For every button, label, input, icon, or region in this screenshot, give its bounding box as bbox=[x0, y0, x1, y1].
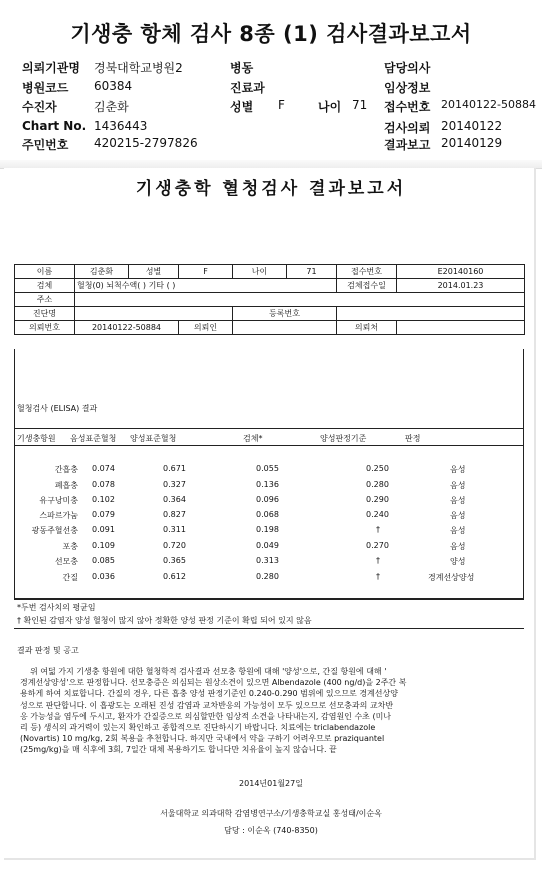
positive-std-value: 0.612 bbox=[163, 572, 186, 581]
sample-value: 0.136 bbox=[256, 480, 279, 489]
sample-value: 0.280 bbox=[256, 572, 279, 581]
negative-std-value: 0.109 bbox=[92, 541, 115, 550]
cutoff-value: † bbox=[376, 525, 380, 534]
specimen-label: 검체 bbox=[15, 279, 75, 293]
col-result: 판정 bbox=[405, 434, 421, 443]
cutoff-value: 0.290 bbox=[366, 495, 389, 504]
sample-value: 0.055 bbox=[256, 464, 279, 473]
positive-std-value: 0.311 bbox=[163, 525, 186, 534]
note-average: *두번 검사치의 평균임 bbox=[17, 603, 96, 612]
request-no-label: 의뢰번호 bbox=[15, 321, 75, 335]
cutoff-value: † bbox=[376, 572, 380, 581]
opinion-line: 응 가능성을 염두에 두시고, 환자가 간질증으로 의심할만한 임상적 소견을 나타내는지, 감염원인 수초 (미나 bbox=[20, 711, 392, 721]
sex-label: 성별 bbox=[129, 265, 179, 279]
specimen-date-label: 검체접수일 bbox=[337, 279, 397, 293]
clinical-info-label: 임상정보 bbox=[384, 81, 431, 95]
negative-std-value: 0.036 bbox=[92, 572, 115, 581]
opinion-paragraph bbox=[20, 666, 520, 756]
age-value: 71 bbox=[287, 265, 337, 279]
negative-std-value: 0.085 bbox=[92, 556, 115, 565]
opinion-line: 위 여덟 가지 기생충 항원에 대한 혈청학적 검사결과 선모충 항원에 대해 '양성'으로, 간질 항원에 대해 ' bbox=[30, 667, 387, 676]
resident-no-label: 주민번호 bbox=[22, 138, 69, 152]
report-date-value: 20140129 bbox=[441, 136, 503, 150]
request-date-label: 검사의뢰 bbox=[384, 121, 431, 135]
col-cutoff: 양성판정기준 bbox=[320, 434, 367, 443]
negative-std-value: 0.078 bbox=[92, 480, 115, 489]
antigen-name: 포충 bbox=[62, 542, 78, 551]
request-date-value: 20140122 bbox=[441, 119, 503, 133]
sample-value: 0.068 bbox=[256, 510, 279, 519]
result-value: 경계선상양성 bbox=[428, 573, 475, 582]
antigen-name: 선모충 bbox=[54, 557, 78, 566]
opinion-line: 용하게 하여 치료합니다. 간질의 경우, 다른 흡충 양성 판정기준인 0.240-0.290 범위에 있으므로 경계선상양 bbox=[20, 689, 398, 699]
negative-std-value: 0.079 bbox=[92, 510, 115, 519]
sample-value: 0.049 bbox=[256, 541, 279, 550]
opinion-line: (Novartis) 10 mg/kg, 2회 복용을 추천합니다. 하지만 국내에서 약을 구하기 어려우므로 praziquantel bbox=[20, 734, 385, 744]
requesting-institution-value: 경북대학교병원2 bbox=[94, 61, 183, 75]
sex-label: 성별 bbox=[230, 100, 254, 114]
result-value: 음성 bbox=[450, 481, 466, 490]
negative-std-value: 0.102 bbox=[92, 495, 115, 504]
report-title: 기생충 항체 검사 8종 (1) 검사결과보고서 bbox=[70, 22, 472, 46]
results-header-top-rule bbox=[14, 428, 524, 429]
sample-value: 0.313 bbox=[256, 556, 279, 565]
result-value: 음성 bbox=[450, 511, 466, 520]
footer-organization: 서울대학교 의과대학 감염병연구소/기생충학교실 홍성태/이순옥 bbox=[160, 809, 382, 818]
specimen-value: 혈청(0) 뇌척수액( ) 기타 ( ) bbox=[75, 279, 337, 293]
requesting-place-value bbox=[397, 321, 525, 335]
footer-contact: 담당 : 이순옥 (740-8350) bbox=[224, 826, 318, 835]
age-value: 71 bbox=[352, 98, 368, 112]
requesting-place-label: 의뢰처 bbox=[337, 321, 397, 335]
address-label: 주소 bbox=[15, 293, 75, 307]
result-value: 음성 bbox=[450, 542, 466, 551]
sample-value: 0.198 bbox=[256, 525, 279, 534]
physician-label: 담당의사 bbox=[384, 61, 431, 75]
result-value: 음성 bbox=[450, 526, 466, 535]
positive-std-value: 0.365 bbox=[163, 556, 186, 565]
requesting-institution-label: 의뢰기관명 bbox=[22, 61, 80, 75]
name-label: 이름 bbox=[15, 265, 75, 279]
department-label: 진료과 bbox=[230, 81, 265, 95]
opinion-line: 리 등) 생식의 과거력이 있는지 확인하고 종합적으로 진단하시기 바랍니다. 치료에는 triclabendazole bbox=[20, 723, 376, 733]
opinion-title: 결과 판정 및 공고 bbox=[17, 646, 79, 655]
col-sample: 검체* bbox=[243, 434, 263, 443]
registration-value bbox=[337, 307, 525, 321]
chart-no-value: 1436443 bbox=[94, 119, 148, 133]
sample-value: 0.096 bbox=[256, 495, 279, 504]
ward-label: 병동 bbox=[230, 61, 254, 75]
cutoff-value: 0.270 bbox=[366, 541, 389, 550]
col-antigen: 기생충항원 bbox=[17, 434, 56, 443]
opinion-line: (25mg/kg)을 매 식후에 3회, 7일간 대체 복용하기도 합니다만 치유율이 높지 않습니다. 끝 bbox=[20, 745, 337, 755]
name-value: 김춘화 bbox=[75, 265, 129, 279]
cutoff-value: 0.250 bbox=[366, 464, 389, 473]
cutoff-value: † bbox=[376, 556, 380, 565]
notes-top-rule bbox=[14, 598, 524, 599]
request-no-value: 20140122-50884 bbox=[75, 321, 179, 335]
receipt-no-label: 접수번호 bbox=[384, 100, 431, 114]
diagnosis-label: 진단명 bbox=[15, 307, 75, 321]
antigen-name: 간흡충 bbox=[54, 465, 78, 474]
antigen-name: 광동주혈선충 bbox=[31, 526, 78, 535]
requester-value bbox=[233, 321, 337, 335]
antigen-name: 폐흡충 bbox=[54, 481, 78, 490]
positive-std-value: 0.827 bbox=[163, 510, 186, 519]
receipt-label: 접수번호 bbox=[337, 265, 397, 279]
result-value: 음성 bbox=[450, 465, 466, 474]
age-label: 나이 bbox=[233, 265, 287, 279]
antigen-name: 유구낭미충 bbox=[39, 496, 78, 505]
opinion-line: 성으로 판단합니다. 이 흡광도는 오래된 진성 감염과 교차반응의 가능성이 모두 있으므로 선모충과의 교차반 bbox=[20, 700, 394, 710]
cutoff-value: 0.240 bbox=[366, 510, 389, 519]
chart-no-label: Chart No. bbox=[22, 119, 87, 133]
positive-std-value: 0.364 bbox=[163, 495, 186, 504]
positive-std-value: 0.327 bbox=[163, 480, 186, 489]
report-date: 2014년01월27일 bbox=[239, 779, 303, 788]
report-date-label: 결과보고 bbox=[384, 138, 431, 152]
cutoff-value: 0.280 bbox=[366, 480, 389, 489]
negative-std-value: 0.091 bbox=[92, 525, 115, 534]
hospital-code-value: 60384 bbox=[94, 79, 133, 93]
age-label: 나이 bbox=[318, 100, 342, 114]
result-value: 음성 bbox=[450, 496, 466, 505]
opinion-line: 경계선상양성'으로 판정합니다. 선모충증은 의심되는 원상소견이 있으면 Albendazole (400 ng/d)을 2주간 복 bbox=[20, 678, 407, 688]
address-value bbox=[75, 293, 525, 307]
notes-bottom-rule bbox=[14, 628, 524, 629]
antigen-name: 간질 bbox=[62, 573, 78, 582]
elisa-section-title: 혈청검사 (ELISA) 결과 bbox=[17, 404, 98, 413]
receipt-value: E20140160 bbox=[397, 265, 525, 279]
patient-value: 김춘화 bbox=[94, 100, 129, 114]
positive-std-value: 0.720 bbox=[163, 541, 186, 550]
note-cutoff-undetermined: † 확인된 감염자 양성 혈청이 많지 않아 정확한 양성 판정 기준이 확립 되어 있지 않음 bbox=[17, 616, 312, 625]
registration-label: 등록번호 bbox=[233, 307, 337, 321]
col-positive-std: 양성표준혈청 bbox=[130, 434, 177, 443]
scanned-report-title: 기생충학 혈청검사 결과보고서 bbox=[135, 179, 407, 199]
receipt-no-value: 20140122-50884 bbox=[441, 98, 536, 111]
result-value: 양성 bbox=[450, 557, 466, 566]
diagnosis-value bbox=[75, 307, 233, 321]
positive-std-value: 0.671 bbox=[163, 464, 186, 473]
patient-info-table bbox=[14, 264, 525, 335]
requester-label: 의뢰인 bbox=[179, 321, 233, 335]
antigen-name: 스파르가눔 bbox=[39, 511, 78, 520]
col-negative-std: 음성표준혈청 bbox=[70, 434, 117, 443]
negative-std-value: 0.074 bbox=[92, 464, 115, 473]
hospital-code-label: 병원코드 bbox=[22, 81, 69, 95]
resident-no-value: 420215-2797826 bbox=[94, 136, 198, 150]
sex-value: F bbox=[278, 98, 285, 112]
results-header-bottom-rule bbox=[14, 445, 524, 446]
specimen-date-value: 2014.01.23 bbox=[397, 279, 525, 293]
sex-value: F bbox=[179, 265, 233, 279]
patient-label: 수진자 bbox=[22, 100, 57, 114]
